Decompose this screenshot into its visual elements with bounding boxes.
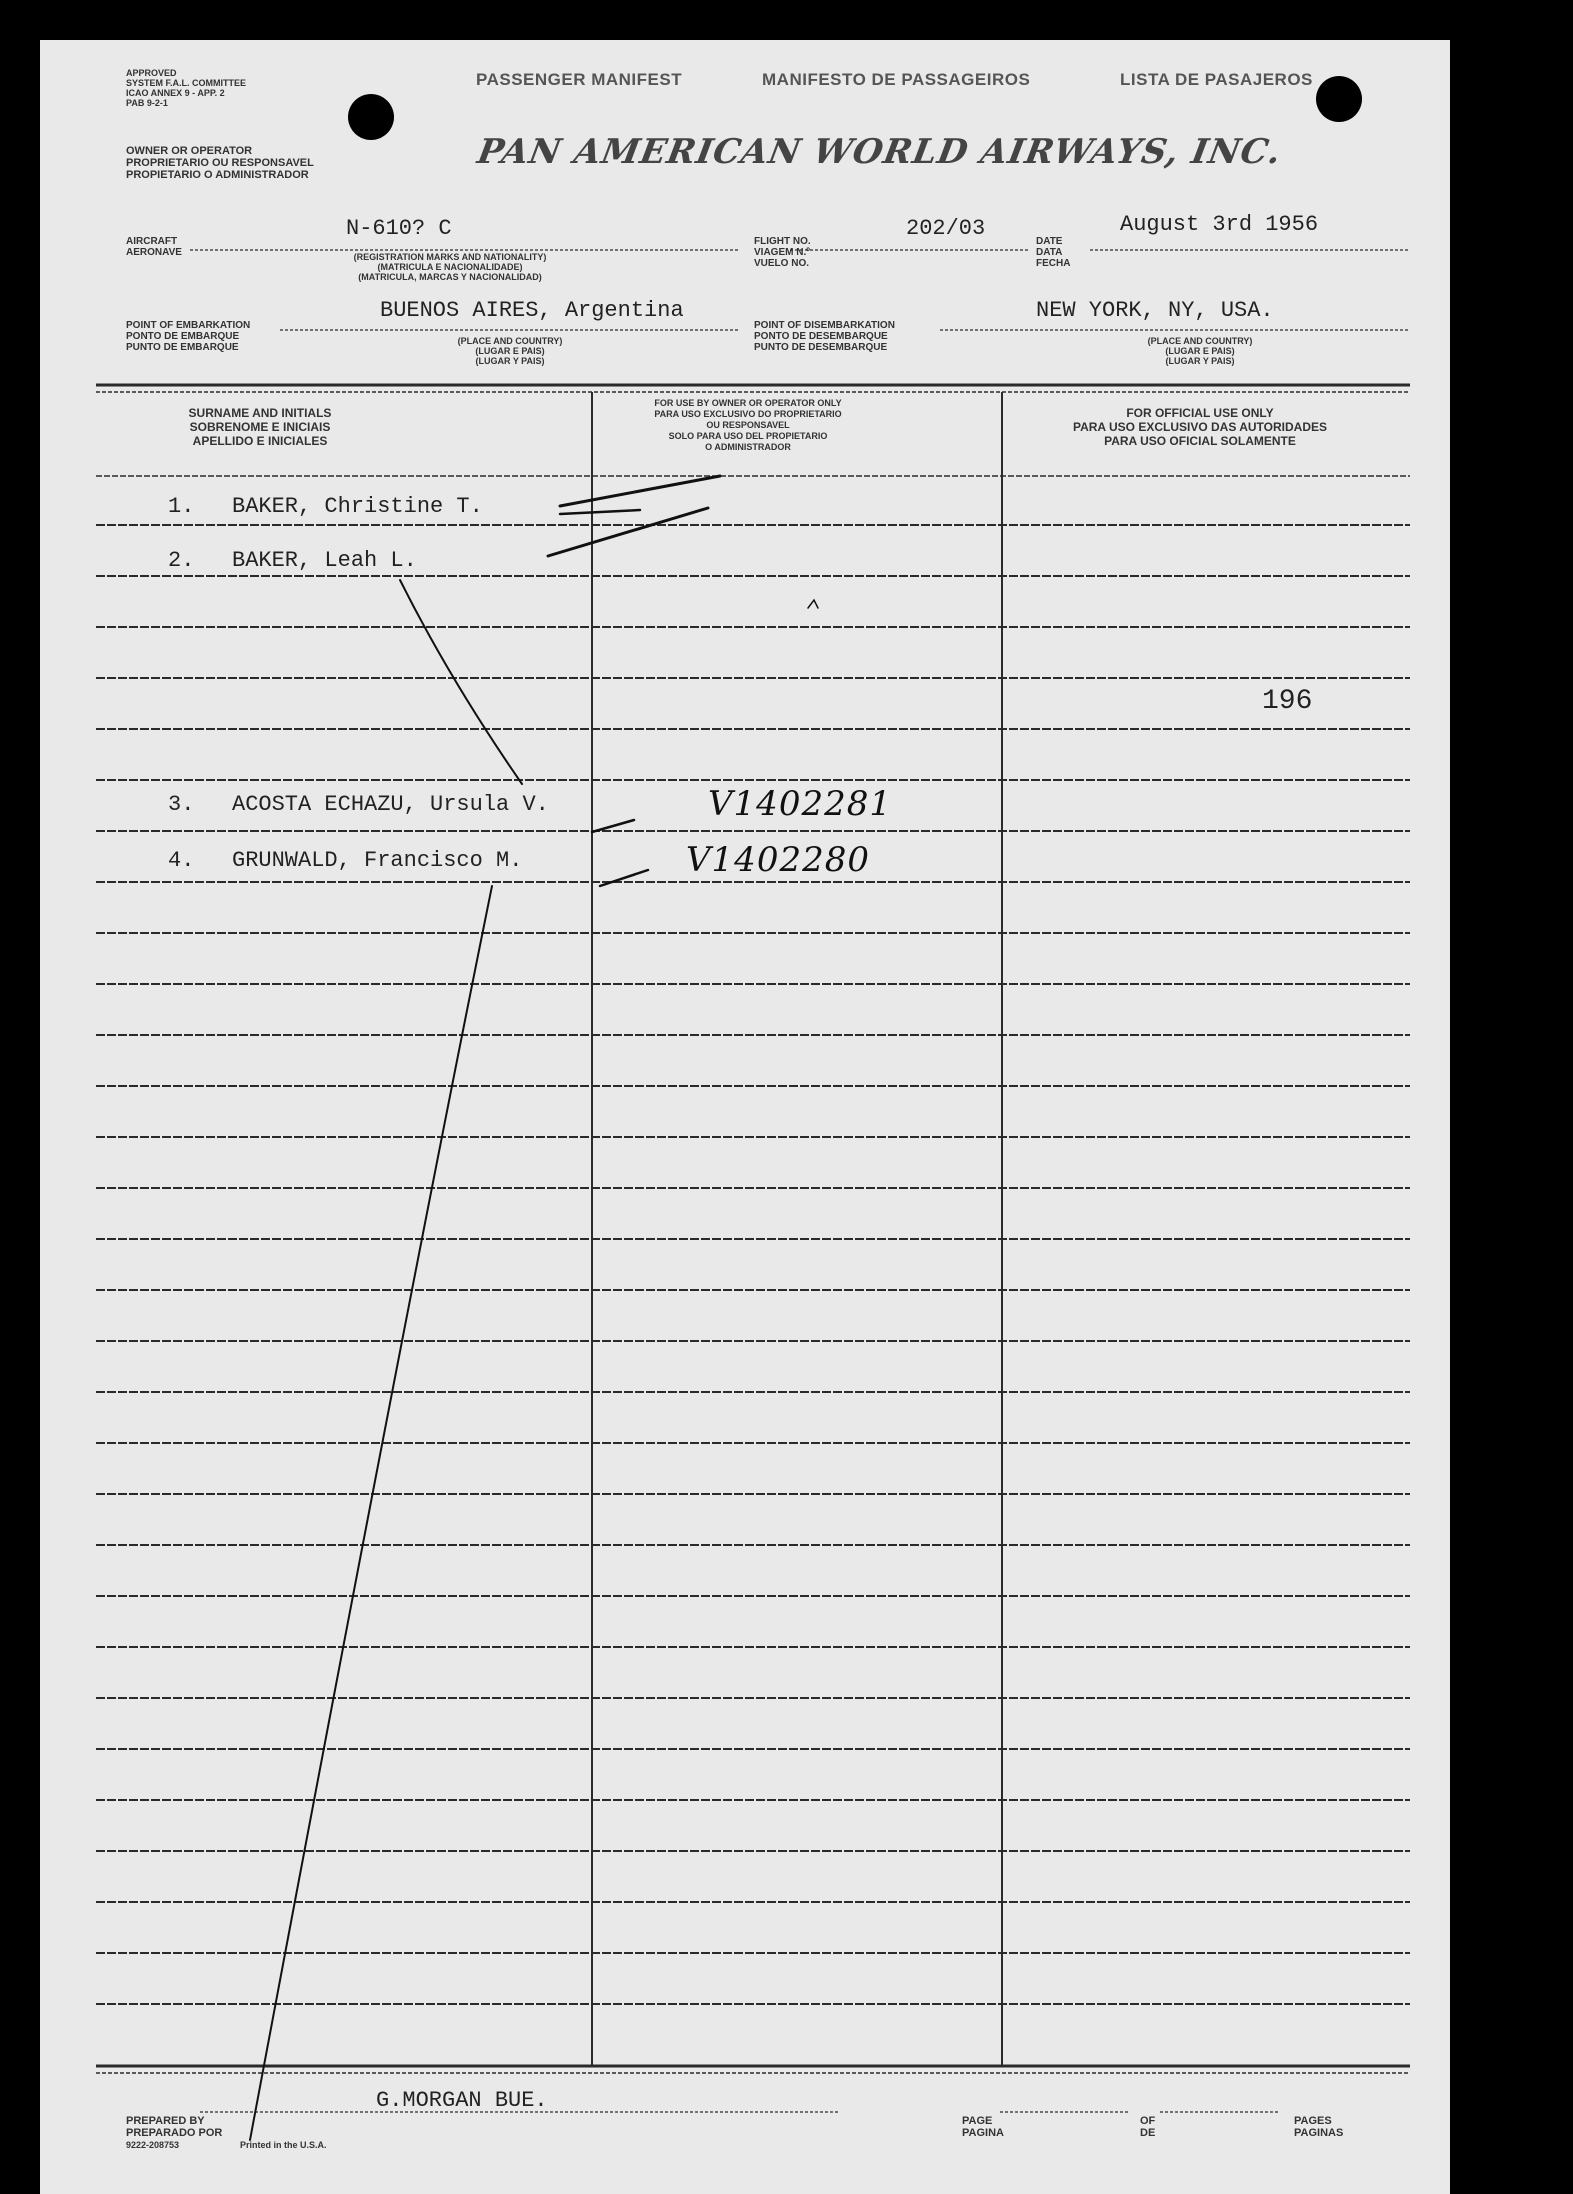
page-label: PAGE xyxy=(962,2115,993,2127)
pen-mark xyxy=(808,600,818,608)
embarkation-label: PUNTO DE EMBARQUE xyxy=(126,342,239,353)
long-stroke xyxy=(250,886,492,2140)
date-label: DATE xyxy=(1036,236,1063,247)
passenger-number: 4. xyxy=(168,848,195,873)
printed-in: Printed in the U.S.A. xyxy=(240,2140,327,2150)
official-count-mark: 196 xyxy=(1262,686,1313,717)
column-header-names: SURNAME AND INITIALS SOBRENOME E INICIAIS APELLIDO E INICIALES xyxy=(188,406,332,448)
date-value: August 3rd 1956 xyxy=(1120,212,1319,237)
passenger-number: 2. xyxy=(168,548,195,573)
passenger-visa-note: V1402280 xyxy=(686,840,870,880)
owner-label: PROPIETARIO O ADMINISTRADOR xyxy=(126,169,309,181)
passenger-name: ACOSTA ECHAZU, Ursula V. xyxy=(232,792,549,817)
of-label: DE xyxy=(1140,2127,1156,2139)
embarkation-label: PONTO DE EMBARQUE xyxy=(126,331,240,342)
aircraft-sublabels: (REGISTRATION MARKS AND NATIONALITY) (MATRICULA E NACIONALIDADE) (MATRICULA, MARCAS Y NACIONALIDAD) xyxy=(353,252,547,282)
manifest-grid xyxy=(40,40,1450,2194)
column-header-owner: FOR USE BY OWNER OR OPERATOR ONLY PARA USO EXCLUSIVO DO PROPRIETARIO OU RESPONSAVEL SOLO PARA USO DEL PROPIETARIO O ADMINISTRADOR xyxy=(654,398,842,452)
aircraft-label: AIRCRAFT xyxy=(126,236,178,247)
cancel-stroke xyxy=(548,508,708,556)
title-spanish: LISTA DE PASAJEROS xyxy=(1120,70,1313,89)
cancel-stroke xyxy=(560,510,640,514)
owner-label: PROPRIETARIO OU RESPONSAVEL xyxy=(126,157,314,169)
cancel-stroke xyxy=(560,476,720,506)
date-label: DATA xyxy=(1036,247,1063,258)
passenger-number: 1. xyxy=(168,494,195,519)
column-header-official: FOR OFFICIAL USE ONLY PARA USO EXCLUSIVO DAS AUTORIDADES PARA USO OFICIAL SOLAMENTE xyxy=(1072,406,1328,448)
disembarkation-sublabels: (PLACE AND COUNTRY) (LUGAR E PAIS) (LUGAR Y PAIS) xyxy=(1147,336,1253,366)
passenger-visa-note: V1402281 xyxy=(708,784,892,824)
flight-label: VUELO NO. xyxy=(754,258,810,269)
pages-label: PAGINAS xyxy=(1294,2127,1344,2139)
owner-label: OWNER OR OPERATOR xyxy=(126,145,253,157)
embarkation-sublabels: (PLACE AND COUNTRY) (LUGAR E PAIS) (LUGAR Y PAIS) xyxy=(457,336,563,366)
approval-line: SYSTEM F.A.L. COMMITTEE xyxy=(126,78,247,88)
disembarkation-label: PONTO DE DESEMBARQUE xyxy=(754,331,888,342)
disembarkation-value: NEW YORK, NY, USA. xyxy=(1036,298,1274,323)
flight-label: FLIGHT NO. xyxy=(754,236,811,247)
prepared-by-value: G.MORGAN BUE. xyxy=(376,2088,548,2113)
prepared-label: PREPARADO POR xyxy=(126,2127,223,2139)
passenger-number: 3. xyxy=(168,792,195,817)
flight-value: 202/03 xyxy=(906,216,986,241)
date-label: FECHA xyxy=(1036,258,1071,269)
embarkation-value: BUENOS AIRES, Argentina xyxy=(380,298,684,323)
approval-line: PAB 9-2-1 xyxy=(126,98,168,108)
form-number: 9222-208753 xyxy=(126,2140,180,2150)
title-english: PASSENGER MANIFEST xyxy=(476,70,683,89)
passenger-name: BAKER, Christine T. xyxy=(232,494,483,519)
prepared-label: PREPARED BY xyxy=(126,2115,205,2127)
of-label: OF xyxy=(1140,2115,1156,2127)
page-label: PAGINA xyxy=(962,2127,1004,2139)
airline-name: PAN AMERICAN WORLD AIRWAYS, INC. xyxy=(474,132,1285,172)
aircraft-label: AERONAVE xyxy=(126,247,182,258)
pages-label: PAGES xyxy=(1294,2115,1332,2127)
flight-label: VIAGEM N.º xyxy=(754,247,810,258)
disembarkation-label: POINT OF DISEMBARKATION xyxy=(754,320,895,331)
approval-line: APPROVED xyxy=(126,68,177,78)
check-stroke xyxy=(600,870,648,886)
approval-line: ICAO ANNEX 9 - APP. 2 xyxy=(126,88,225,98)
aircraft-value: N-610? C xyxy=(346,216,452,241)
title-portuguese: MANIFESTO DE PASSAGEIROS xyxy=(762,70,1031,89)
embarkation-label: POINT OF EMBARKATION xyxy=(126,320,251,331)
passenger-name: BAKER, Leah L. xyxy=(232,548,417,573)
passenger-name: GRUNWALD, Francisco M. xyxy=(232,848,523,873)
manifest-sheet xyxy=(40,40,1450,2194)
bracket-stroke xyxy=(400,580,522,784)
disembarkation-label: PUNTO DE DESEMBARQUE xyxy=(754,342,888,353)
